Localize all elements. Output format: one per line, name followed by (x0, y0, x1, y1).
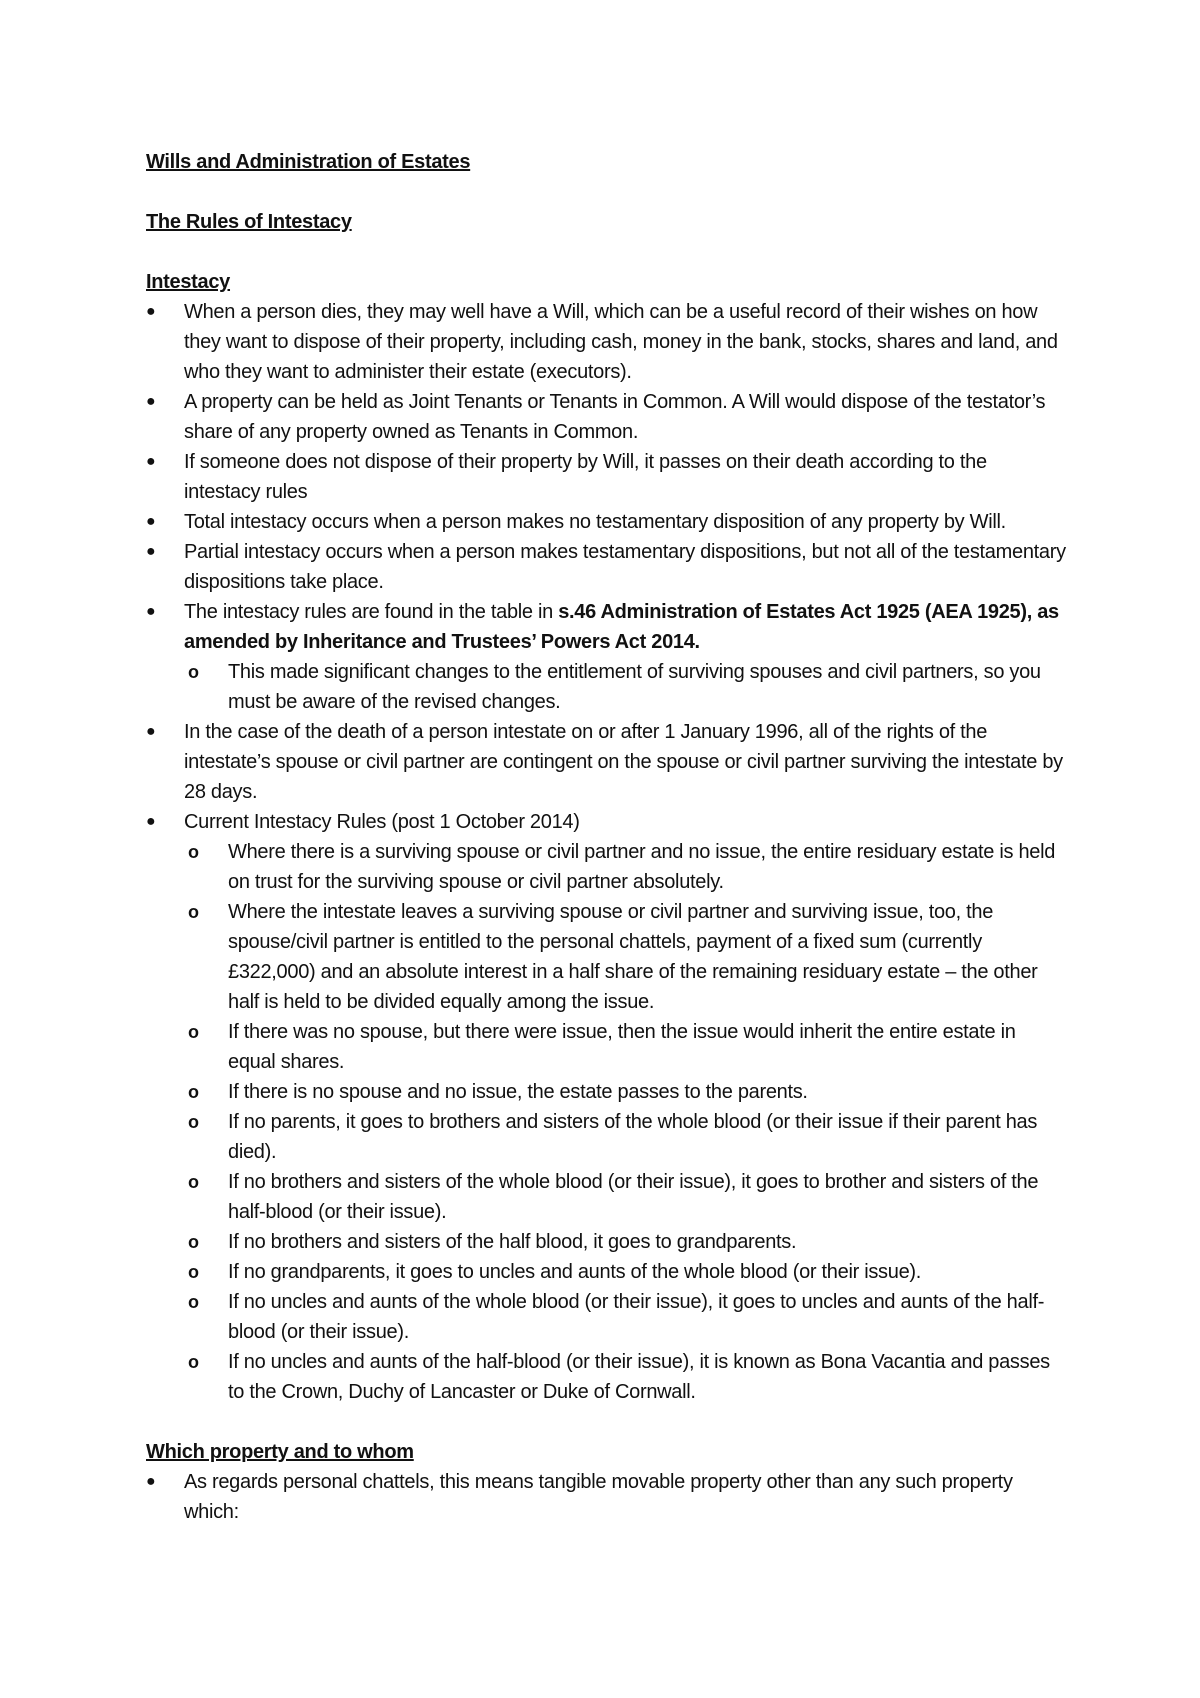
circle-bullet-icon: o (188, 1262, 199, 1282)
circle-bullet-icon: o (188, 662, 199, 682)
sub-list-item-text: Where there is a surviving spouse or civil partner and no issue, the entire residuary estate is held on trust for the surviving spouse or civil partner absolutely. (228, 841, 1056, 893)
bullet-icon: ● (146, 303, 156, 320)
document-title: Wills and Administration of Estates (146, 151, 471, 173)
circle-bullet-icon: o (188, 902, 199, 922)
list-item-text: Current Intestacy Rules (post 1 October 2014) (184, 811, 580, 833)
sub-list-item (184, 1077, 1066, 1107)
list-item-text: As regards personal chattels, this means tangible movable property other than any such property which: (184, 1471, 1013, 1523)
sub-list-item (184, 657, 1066, 717)
spacer (146, 237, 1066, 267)
sub-list-item-text: If no uncles and aunts of the half-blood (or their issue), it is known as Bona Vacantia and passes to the Crown, Duchy of Lancaster or Duke of Cornwall. (228, 1351, 1050, 1403)
sub-list-item-text: If no parents, it goes to brothers and sisters of the whole blood (or their issue if their parent has died). (228, 1111, 1038, 1163)
document-subtitle: The Rules of Intestacy (146, 211, 352, 233)
circle-bullet-icon: o (188, 1082, 199, 1102)
list-item (146, 717, 1066, 807)
bullet-icon: ● (146, 1473, 156, 1490)
sub-list-item-text: Where the intestate leaves a surviving spouse or civil partner and surviving issue, too, the spouse/civil partner is entitled to the personal chattels, payment of a fixed sum (currently £322,000) and an absolute interest in a half share of the remaining residuary estate – the other half is held to be divided equally among the issue. (228, 901, 1038, 1013)
list-item-text: A property can be held as Joint Tenants or Tenants in Common. A Will would dispose of the testator’s share of any property owned as Tenants in Common. (184, 391, 1046, 443)
bullet-icon: ● (146, 453, 156, 470)
circle-bullet-icon: o (188, 1352, 199, 1372)
list-item (146, 1467, 1066, 1527)
circle-bullet-icon: o (188, 842, 199, 862)
sub-list-item-text: If no brothers and sisters of the whole blood (or their issue), it goes to brother and sisters of the half-blood (or their issue). (228, 1171, 1039, 1223)
sub-list-item (184, 1287, 1066, 1347)
circle-bullet-icon: o (188, 1292, 199, 1312)
sub-list-item-text: This made significant changes to the entitlement of surviving spouses and civil partners, so you must be aware of the revised changes. (228, 661, 1041, 713)
document-body (146, 147, 1066, 1527)
bullet-icon: ● (146, 513, 156, 530)
intestacy-list (146, 297, 1066, 1407)
spacer (146, 177, 1066, 207)
sub-list-item (184, 1227, 1066, 1257)
bullet-icon: ● (146, 393, 156, 410)
sub-list-item-text: If there is no spouse and no issue, the estate passes to the parents. (228, 1081, 808, 1103)
sub-list-item (184, 897, 1066, 1017)
list-item (146, 447, 1066, 507)
sub-list-item-text: If no grandparents, it goes to uncles and aunts of the whole blood (or their issue). (228, 1261, 922, 1283)
list-item (146, 387, 1066, 447)
list-item-text: Total intestacy occurs when a person makes no testamentary disposition of any property by Will. (184, 511, 1006, 533)
aea-sub-list (184, 657, 1066, 717)
circle-bullet-icon: o (188, 1112, 199, 1132)
list-item-text: If someone does not dispose of their property by Will, it passes on their death according to the intestacy rules (184, 451, 987, 503)
list-item-text: The intestacy rules are found in the table in (184, 601, 559, 623)
bullet-icon: ● (146, 723, 156, 740)
sub-list-item-text: If there was no spouse, but there were issue, then the issue would inherit the entire estate in equal shares. (228, 1021, 1016, 1073)
sub-list-item-text: If no uncles and aunts of the whole blood (or their issue), it goes to uncles and aunts of the half-blood (or their issue). (228, 1291, 1045, 1343)
list-item-current-rules (146, 807, 1066, 1407)
circle-bullet-icon: o (188, 1232, 199, 1252)
list-item (146, 297, 1066, 387)
sub-list-item (184, 1257, 1066, 1287)
list-item-text: When a person dies, they may well have a Will, which can be a useful record of their wishes on how they want to dispose of their property, including cash, money in the bank, stocks, shares and land, and who they want to administer their estate (executors). (184, 301, 1058, 383)
sub-list-item (184, 1017, 1066, 1077)
spacer (146, 1407, 1066, 1437)
bullet-icon: ● (146, 543, 156, 560)
list-item-aea (146, 597, 1066, 717)
circle-bullet-icon: o (188, 1022, 199, 1042)
statute-reference: s.46 Administration of Estates Act 1925 (AEA 1925), as amended by Inheritance and Trustees’ Powers Act 2014. (184, 601, 1059, 653)
bullet-icon: ● (146, 813, 156, 830)
current-rules-sub-list (184, 837, 1066, 1407)
list-item (146, 507, 1066, 537)
list-item-text: Partial intestacy occurs when a person makes testamentary dispositions, but not all of the testamentary dispositions take place. (184, 541, 1066, 593)
sub-list-item-text: If no brothers and sisters of the half blood, it goes to grandparents. (228, 1231, 797, 1253)
sub-list-item (184, 1167, 1066, 1227)
sub-list-item (184, 1347, 1066, 1407)
sub-list-item (184, 1107, 1066, 1167)
section-heading-intestacy: Intestacy (146, 271, 231, 293)
list-item-text: In the case of the death of a person intestate on or after 1 January 1996, all of the rights of the intestate’s spouse or civil partner are contingent on the spouse or civil partner surviving the intestate by 28 days. (184, 721, 1063, 803)
bullet-icon: ● (146, 603, 156, 620)
list-item (146, 537, 1066, 597)
sub-list-item (184, 837, 1066, 897)
property-list (146, 1467, 1066, 1527)
section-heading-property: Which property and to whom (146, 1441, 414, 1463)
circle-bullet-icon: o (188, 1172, 199, 1192)
